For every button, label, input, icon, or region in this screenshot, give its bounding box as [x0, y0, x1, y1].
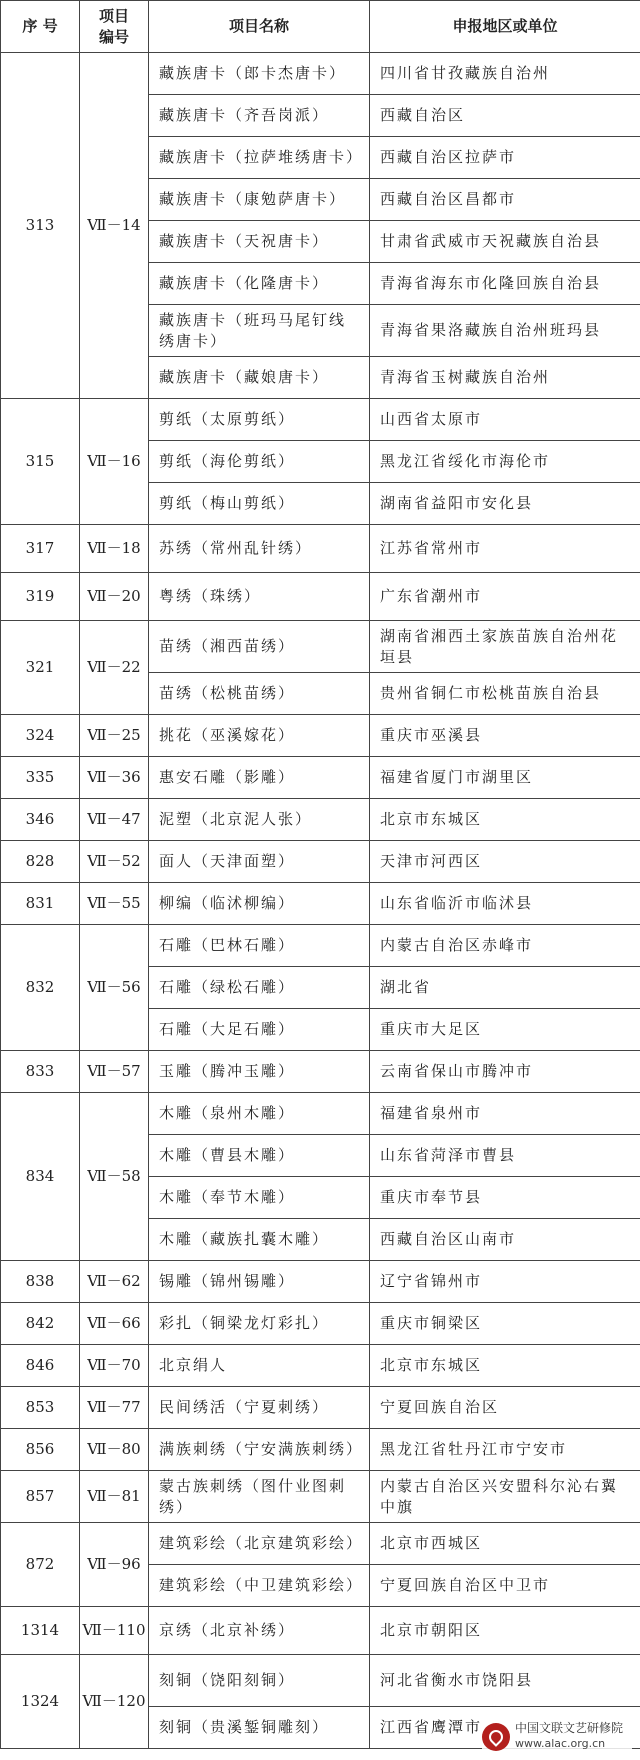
project-code-cell: Ⅶ－120 [80, 1655, 149, 1749]
header-region: 申报地区或单位 [370, 1, 640, 53]
project-name-cell: 苗绣（松桃苗绣） [149, 673, 370, 715]
region-cell: 河北省衡水市饶阳县 [370, 1655, 640, 1707]
project-name-cell: 京绣（北京补绣） [149, 1607, 370, 1655]
project-name-cell: 满族刺绣（宁安满族刺绣） [149, 1429, 370, 1471]
table-row [1, 757, 640, 799]
region-cell: 宁夏回族自治区 [370, 1387, 640, 1429]
project-code-cell: Ⅶ－36 [80, 757, 149, 799]
seq-cell: 872 [1, 1523, 80, 1607]
seal-logo-icon [482, 1723, 510, 1751]
project-name-cell: 藏族唐卡（郎卡杰唐卡） [149, 53, 370, 95]
project-code-cell: Ⅶ－96 [80, 1523, 149, 1607]
region-cell: 山东省临沂市临沭县 [370, 883, 640, 925]
region-cell: 西藏自治区 [370, 95, 640, 137]
table-body [1, 53, 640, 1749]
project-code-cell: Ⅶ－47 [80, 799, 149, 841]
table-row [1, 399, 640, 441]
table-row [1, 1093, 640, 1135]
project-code-cell: Ⅶ－55 [80, 883, 149, 925]
table-row [1, 1471, 640, 1523]
region-cell: 重庆市大足区 [370, 1009, 640, 1051]
table-row [1, 841, 640, 883]
project-code-cell: Ⅶ－25 [80, 715, 149, 757]
table-row [1, 1303, 640, 1345]
region-cell: 黑龙江省牡丹江市宁安市 [370, 1429, 640, 1471]
project-name-cell: 彩扎（铜梁龙灯彩扎） [149, 1303, 370, 1345]
region-cell: 辽宁省锦州市 [370, 1261, 640, 1303]
table-row [1, 1429, 640, 1471]
seq-cell: 315 [1, 399, 80, 525]
table-row [1, 1261, 640, 1303]
table-row [1, 621, 640, 673]
watermark-title: 中国文联文艺研修院 [515, 1721, 624, 1735]
header-code-line2: 编号 [98, 27, 129, 46]
project-name-cell: 北京绢人 [149, 1345, 370, 1387]
region-cell: 宁夏回族自治区中卫市 [370, 1565, 640, 1607]
project-name-cell: 民间绣活（宁夏刺绣） [149, 1387, 370, 1429]
project-name-cell: 藏族唐卡（齐吾岗派） [149, 95, 370, 137]
region-cell: 北京市东城区 [370, 799, 640, 841]
project-name-cell: 玉雕（腾冲玉雕） [149, 1051, 370, 1093]
table-row [1, 525, 640, 573]
table-row [1, 1345, 640, 1387]
region-cell: 内蒙古自治区赤峰市 [370, 925, 640, 967]
project-code-cell: Ⅶ－14 [80, 53, 149, 399]
table-row [1, 1607, 640, 1655]
region-cell: 西藏自治区昌都市 [370, 179, 640, 221]
table-row [1, 53, 640, 95]
project-name-cell: 石雕（大足石雕） [149, 1009, 370, 1051]
project-name-cell: 挑花（巫溪嫁花） [149, 715, 370, 757]
project-name-cell: 蒙古族刺绣（图什业图刺绣） [149, 1471, 370, 1523]
project-code-cell: Ⅶ－81 [80, 1471, 149, 1523]
project-name-cell: 粤绣（珠绣） [149, 573, 370, 621]
project-code-cell: Ⅶ－80 [80, 1429, 149, 1471]
project-code-cell: Ⅶ－110 [80, 1607, 149, 1655]
seq-cell: 828 [1, 841, 80, 883]
region-cell: 重庆市铜梁区 [370, 1303, 640, 1345]
seq-cell: 313 [1, 53, 80, 399]
region-cell: 江苏省常州市 [370, 525, 640, 573]
region-cell: 青海省海东市化隆回族自治县 [370, 263, 640, 305]
project-code-cell: Ⅶ－77 [80, 1387, 149, 1429]
project-name-cell: 锡雕（锦州锡雕） [149, 1261, 370, 1303]
seq-cell: 833 [1, 1051, 80, 1093]
seq-cell: 838 [1, 1261, 80, 1303]
watermark [482, 1720, 632, 1754]
project-name-cell: 藏族唐卡（班玛马尾钉线绣唐卡） [149, 305, 370, 357]
project-name-cell: 建筑彩绘（中卫建筑彩绘） [149, 1565, 370, 1607]
project-code-cell: Ⅶ－56 [80, 925, 149, 1051]
project-name-cell: 藏族唐卡（康勉萨唐卡） [149, 179, 370, 221]
project-name-cell: 木雕（曹县木雕） [149, 1135, 370, 1177]
seq-cell: 832 [1, 925, 80, 1051]
seq-cell: 317 [1, 525, 80, 573]
project-code-cell: Ⅶ－52 [80, 841, 149, 883]
project-name-cell: 剪纸（太原剪纸） [149, 399, 370, 441]
project-name-cell: 木雕（藏族扎囊木雕） [149, 1219, 370, 1261]
header-code [80, 1, 149, 53]
project-name-cell: 藏族唐卡（化隆唐卡） [149, 263, 370, 305]
project-code-cell: Ⅶ－70 [80, 1345, 149, 1387]
region-cell: 天津市河西区 [370, 841, 640, 883]
region-cell: 内蒙古自治区兴安盟科尔沁右翼中旗 [370, 1471, 640, 1523]
project-name-cell: 木雕（泉州木雕） [149, 1093, 370, 1135]
project-code-cell: Ⅶ－22 [80, 621, 149, 715]
project-code-cell: Ⅶ－57 [80, 1051, 149, 1093]
region-cell: 山西省太原市 [370, 399, 640, 441]
seq-cell: 346 [1, 799, 80, 841]
seq-cell: 853 [1, 1387, 80, 1429]
region-cell: 北京市东城区 [370, 1345, 640, 1387]
seq-cell: 834 [1, 1093, 80, 1261]
project-code-cell: Ⅶ－58 [80, 1093, 149, 1261]
header-code-line1: 项目 [98, 6, 129, 25]
header-name: 项目名称 [149, 1, 370, 53]
seq-cell: 321 [1, 621, 80, 715]
project-code-cell: Ⅶ－16 [80, 399, 149, 525]
region-cell: 贵州省铜仁市松桃苗族自治县 [370, 673, 640, 715]
table-row [1, 715, 640, 757]
region-cell: 湖北省 [370, 967, 640, 1009]
table-header-row [1, 1, 640, 53]
region-cell: 北京市西城区 [370, 1523, 640, 1565]
region-cell: 重庆市奉节县 [370, 1177, 640, 1219]
table-row [1, 1387, 640, 1429]
project-name-cell: 惠安石雕（影雕） [149, 757, 370, 799]
seq-cell: 846 [1, 1345, 80, 1387]
table-row [1, 1655, 640, 1707]
region-cell: 云南省保山市腾冲市 [370, 1051, 640, 1093]
project-name-cell: 藏族唐卡（天祝唐卡） [149, 221, 370, 263]
project-name-cell: 石雕（绿松石雕） [149, 967, 370, 1009]
project-code-cell: Ⅶ－20 [80, 573, 149, 621]
region-cell: 湖南省益阳市安化县 [370, 483, 640, 525]
seq-cell: 319 [1, 573, 80, 621]
region-cell: 北京市朝阳区 [370, 1607, 640, 1655]
region-cell: 湖南省湘西土家族苗族自治州花垣县 [370, 621, 640, 673]
seq-cell: 335 [1, 757, 80, 799]
project-name-cell: 藏族唐卡（藏娘唐卡） [149, 357, 370, 399]
seq-cell: 856 [1, 1429, 80, 1471]
region-cell: 青海省玉树藏族自治州 [370, 357, 640, 399]
region-cell: 黑龙江省绥化市海伦市 [370, 441, 640, 483]
table-row [1, 883, 640, 925]
project-code-cell: Ⅶ－66 [80, 1303, 149, 1345]
project-name-cell: 藏族唐卡（拉萨堆绣唐卡） [149, 137, 370, 179]
seq-cell: 842 [1, 1303, 80, 1345]
table-row [1, 1051, 640, 1093]
region-cell: 山东省菏泽市曹县 [370, 1135, 640, 1177]
seq-cell: 831 [1, 883, 80, 925]
header-seq: 序 号 [1, 1, 80, 53]
project-name-cell: 苗绣（湘西苗绣） [149, 621, 370, 673]
seq-cell: 1324 [1, 1655, 80, 1749]
watermark-url: www.alac.org.cn [515, 1737, 606, 1750]
region-cell: 广东省潮州市 [370, 573, 640, 621]
region-cell: 西藏自治区山南市 [370, 1219, 640, 1261]
region-cell: 重庆市巫溪县 [370, 715, 640, 757]
project-name-cell: 苏绣（常州乱针绣） [149, 525, 370, 573]
region-cell: 福建省泉州市 [370, 1093, 640, 1135]
table-row [1, 1523, 640, 1565]
project-name-cell: 石雕（巴林石雕） [149, 925, 370, 967]
project-name-cell: 刻铜（饶阳刻铜） [149, 1655, 370, 1707]
project-name-cell: 柳编（临沭柳编） [149, 883, 370, 925]
region-cell: 四川省甘孜藏族自治州 [370, 53, 640, 95]
project-name-cell: 剪纸（梅山剪纸） [149, 483, 370, 525]
table-row [1, 799, 640, 841]
table-row [1, 573, 640, 621]
project-name-cell: 木雕（奉节木雕） [149, 1177, 370, 1219]
project-code-cell: Ⅶ－62 [80, 1261, 149, 1303]
seq-cell: 857 [1, 1471, 80, 1523]
region-cell: 福建省厦门市湖里区 [370, 757, 640, 799]
seq-cell: 1314 [1, 1607, 80, 1655]
table-row [1, 925, 640, 967]
project-name-cell: 泥塑（北京泥人张） [149, 799, 370, 841]
region-cell: 青海省果洛藏族自治州班玛县 [370, 305, 640, 357]
project-name-cell: 建筑彩绘（北京建筑彩绘） [149, 1523, 370, 1565]
project-name-cell: 面人（天津面塑） [149, 841, 370, 883]
region-cell: 江西省鹰潭市 [370, 1707, 640, 1749]
region-cell: 甘肃省武威市天祝藏族自治县 [370, 221, 640, 263]
project-name-cell: 刻铜（贵溪錾铜雕刻） [149, 1707, 370, 1749]
project-code-cell: Ⅶ－18 [80, 525, 149, 573]
project-name-cell: 剪纸（海伦剪纸） [149, 441, 370, 483]
region-cell: 西藏自治区拉萨市 [370, 137, 640, 179]
seq-cell: 324 [1, 715, 80, 757]
